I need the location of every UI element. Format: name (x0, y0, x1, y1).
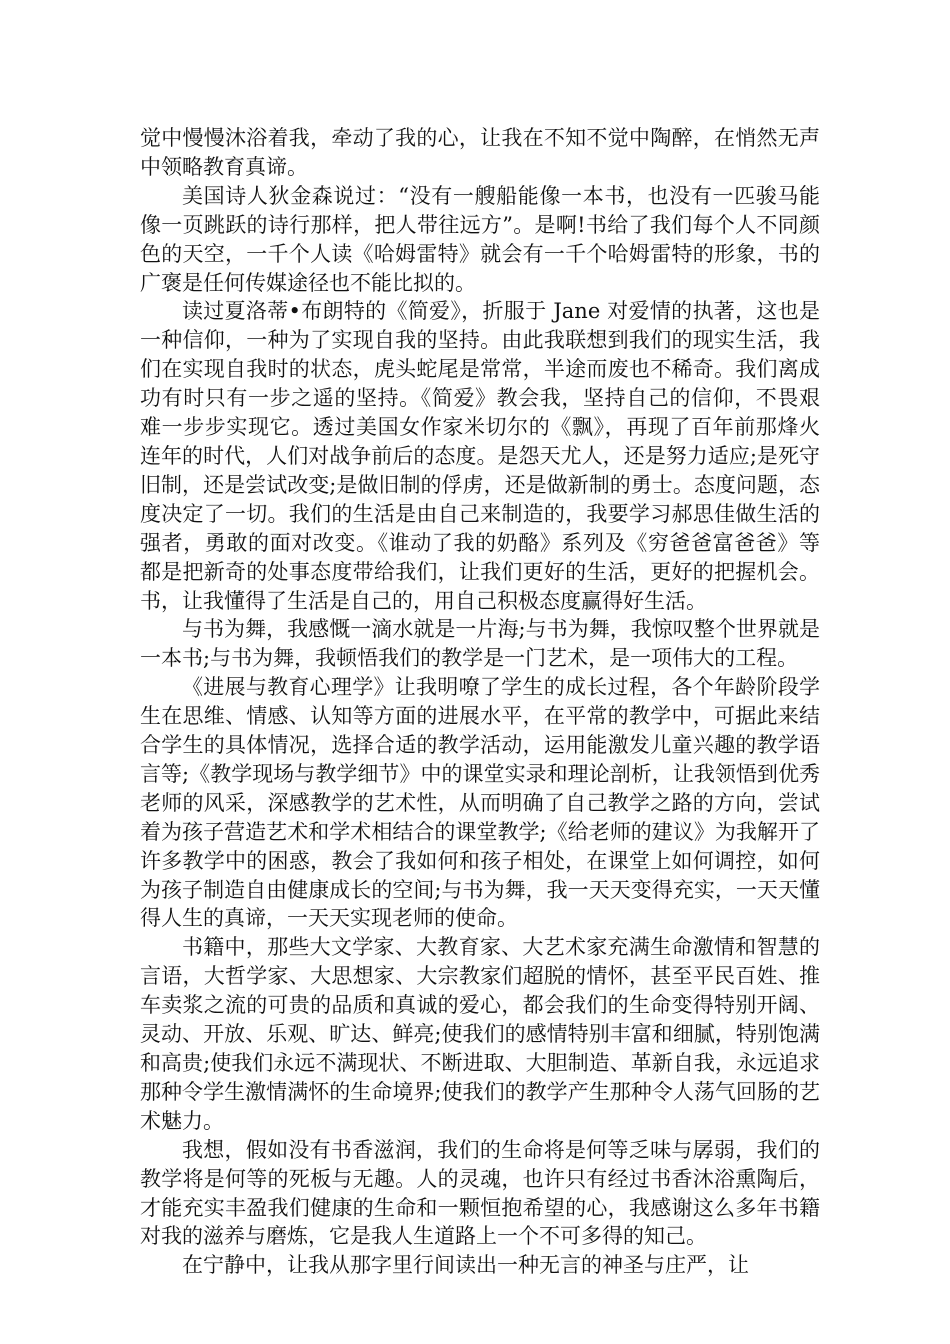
paragraph: 书籍中，那些大文学家、大教育家、大艺术家充满生命激情和智慧的言语，大哲学家、大思想家、大宗教家们超脱的情怀，甚至平民百姓、推车卖浆之流的可贵的品质和真诚的爱心，都会我们的生命变得特别开阔、灵动、开放、乐观、旷达、鲜亮;使我们的感情特别丰富和细腻，特别饱满和高贵;使我们永远不满现状、不断进取、大胆制造、革新自我，永远追求那种令学生激情满怀的生命境界;使我们的教学产生那种令人荡气回肠的艺术魅力。 (140, 935, 820, 1133)
document-body (140, 124, 820, 1280)
paragraph-continued: 觉中慢慢沐浴着我，牵动了我的心，让我在不知不觉中陶醉，在悄然无声中领略教育真谛。 (140, 126, 820, 179)
paragraph: 与书为舞，我感慨一滴水就是一片海;与书为舞，我惊叹整个世界就是一本书;与书为舞，我顿悟我们的教学是一门艺术，是一项伟大的工程。 (140, 617, 820, 671)
paragraph: 《进展与教育心理学》让我明嘹了学生的成长过程，各个年龄阶段学生在思维、情感、认知等方面的进展水平，在平常的教学中，可据此来结合学生的具体情况，选择合适的教学活动，运用能激发儿童兴趣的教学语言等;《教学现场与教学细节》中的课堂实录和理论剖析，让我领悟到优秀老师的风采，深感教学的艺术性，从而明确了自己教学之路的方向，尝试着为孩子营造艺术和学术相结合的课堂教学;《给老师的建议》为我解开了许多教学中的困惑，教会了我如何和孩子相处，在课堂上如何调控，如何为孩子制造自由健康成长的空间;与书为舞，我一天天变得充实，一天天懂得人生的真谛，一天天实现老师的使命。 (140, 675, 820, 931)
paragraph: 美国诗人狄金森说过：“没有一艘船能像一本书，也没有一匹骏马能像一页跳跃的诗行那样，把人带往远方”。是啊!书给了我们每个人不同颜色的天空，一千个人读《哈姆雷特》就会有一千个哈姆雷特的形象，书的广褒是任何传媒途径也不能比拟的。 (140, 183, 820, 295)
paragraph: 我想，假如没有书香滋润，我们的生命将是何等乏味与孱弱，我们的教学将是何等的死板与无趣。人的灵魂，也许只有经过书香沐浴熏陶后，才能充实丰盈我们健康的生命和一颗恒抱希望的心，我感谢这么多年书籍对我的滋养与磨炼，它是我人生道路上一个不可多得的知己。 (140, 1137, 820, 1249)
paragraph: 读过夏洛蒂•布朗特的《简爱》，折服于 Jane 对爱情的执著，这也是一种信仰，一种为了实现自我的坚持。由此我联想到我们的现实生活，我们在实现自我时的状态，虎头蛇尾是常常，半途而废也不稀奇。我们离成功有时只有一步之遥的坚持。《简爱》教会我，坚持自己的信仰，不畏艰难一步步实现它。透过美国女作家米切尔的《飘》，再现了百年前那烽火连年的时代，人们对战争前后的态度。是怨天尤人，还是努力适应;是死守旧制，还是尝试改变;是做旧制的俘虏，还是做新制的勇士。态度问题，态度决定了一切。我们的生活是由自己来制造的，我要学习郝思佳做生活的强者，勇敢的面对改变。《谁动了我的奶酪》系列及《穷爸爸富爸爸》等都是把新奇的处事态度带给我们，让我们更好的生活，更好的把握机会。书，让我懂得了生活是自己的，用自己积极态度赢得好生活。 (140, 299, 820, 613)
paragraph: 在宁静中，让我从那字里行间读出一种无言的神圣与庄严，让 (182, 1253, 749, 1278)
